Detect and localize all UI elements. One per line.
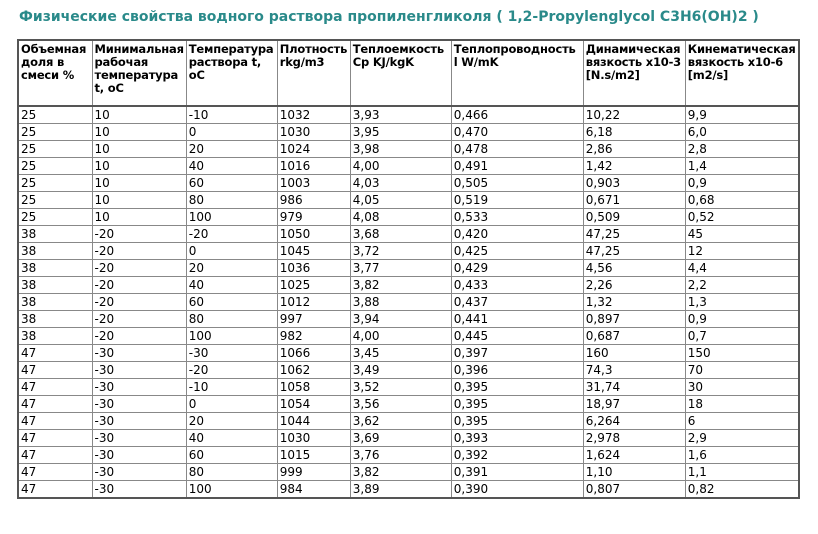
cell-solution-temperature: -10 — [186, 379, 277, 396]
table-row — [18, 124, 799, 141]
cell-heat-capacity: 3,95 — [350, 124, 451, 141]
cell-min-working-temperature: -20 — [92, 311, 186, 328]
cell-min-working-temperature: -20 — [92, 226, 186, 243]
cell-dynamic-viscosity: 2,26 — [583, 277, 685, 294]
cell-volume-fraction: 25 — [18, 192, 92, 209]
cell-density: 1016 — [277, 158, 350, 175]
cell-volume-fraction: 25 — [18, 106, 92, 124]
cell-kinematic-viscosity: 0,52 — [685, 209, 799, 226]
table-row — [18, 226, 799, 243]
cell-volume-fraction: 25 — [18, 209, 92, 226]
cell-min-working-temperature: -30 — [92, 413, 186, 430]
cell-density: 1045 — [277, 243, 350, 260]
cell-heat-capacity: 3,94 — [350, 311, 451, 328]
cell-heat-capacity: 3,56 — [350, 396, 451, 413]
cell-dynamic-viscosity: 160 — [583, 345, 685, 362]
table-row — [18, 294, 799, 311]
cell-dynamic-viscosity: 47,25 — [583, 226, 685, 243]
cell-heat-capacity: 3,82 — [350, 277, 451, 294]
cell-dynamic-viscosity: 0,509 — [583, 209, 685, 226]
cell-min-working-temperature: -30 — [92, 447, 186, 464]
header-density: Плотность rkg/m3 — [277, 40, 350, 106]
cell-dynamic-viscosity: 0,903 — [583, 175, 685, 192]
cell-min-working-temperature: 10 — [92, 124, 186, 141]
header-min-working-temperature: Минимальная рабочая температура t, оС — [92, 40, 186, 106]
table-header-row — [18, 40, 799, 106]
table-row — [18, 106, 799, 124]
cell-kinematic-viscosity: 2,9 — [685, 430, 799, 447]
cell-heat-capacity: 4,05 — [350, 192, 451, 209]
cell-thermal-conductivity: 0,397 — [451, 345, 583, 362]
cell-heat-capacity: 3,45 — [350, 345, 451, 362]
cell-thermal-conductivity: 0,445 — [451, 328, 583, 345]
cell-thermal-conductivity: 0,429 — [451, 260, 583, 277]
cell-heat-capacity: 3,72 — [350, 243, 451, 260]
cell-density: 997 — [277, 311, 350, 328]
table-row — [18, 481, 799, 499]
cell-solution-temperature: 40 — [186, 158, 277, 175]
cell-volume-fraction: 38 — [18, 328, 92, 345]
cell-density: 1062 — [277, 362, 350, 379]
cell-kinematic-viscosity: 4,4 — [685, 260, 799, 277]
cell-volume-fraction: 47 — [18, 447, 92, 464]
header-volume-fraction: Объемная доля в смеси % — [18, 40, 92, 106]
cell-kinematic-viscosity: 1,1 — [685, 464, 799, 481]
cell-min-working-temperature: -20 — [92, 294, 186, 311]
cell-dynamic-viscosity: 1,42 — [583, 158, 685, 175]
cell-solution-temperature: -20 — [186, 362, 277, 379]
cell-min-working-temperature: 10 — [92, 141, 186, 158]
cell-min-working-temperature: -20 — [92, 328, 186, 345]
cell-volume-fraction: 38 — [18, 226, 92, 243]
cell-kinematic-viscosity: 6,0 — [685, 124, 799, 141]
cell-volume-fraction: 38 — [18, 277, 92, 294]
cell-min-working-temperature: -20 — [92, 243, 186, 260]
cell-density: 1015 — [277, 447, 350, 464]
cell-thermal-conductivity: 0,437 — [451, 294, 583, 311]
header-solution-temperature: Температура раствора t, оС — [186, 40, 277, 106]
cell-solution-temperature: 20 — [186, 141, 277, 158]
cell-volume-fraction: 47 — [18, 464, 92, 481]
cell-kinematic-viscosity: 9,9 — [685, 106, 799, 124]
table-row — [18, 209, 799, 226]
table-row — [18, 447, 799, 464]
table-row — [18, 362, 799, 379]
cell-density: 1044 — [277, 413, 350, 430]
header-kinematic-viscosity: Кинематическая вязкость x10-6 [m2/s] — [685, 40, 799, 106]
cell-kinematic-viscosity: 6 — [685, 413, 799, 430]
table-row — [18, 464, 799, 481]
cell-solution-temperature: 60 — [186, 447, 277, 464]
cell-kinematic-viscosity: 1,4 — [685, 158, 799, 175]
cell-heat-capacity: 4,03 — [350, 175, 451, 192]
cell-solution-temperature: -30 — [186, 345, 277, 362]
cell-heat-capacity: 4,08 — [350, 209, 451, 226]
cell-solution-temperature: 80 — [186, 311, 277, 328]
header-dynamic-viscosity: Динамическая вязкость x10-3 [N.s/m2] — [583, 40, 685, 106]
cell-density: 1012 — [277, 294, 350, 311]
properties-table — [17, 39, 800, 499]
cell-thermal-conductivity: 0,519 — [451, 192, 583, 209]
cell-dynamic-viscosity: 31,74 — [583, 379, 685, 396]
cell-solution-temperature: 80 — [186, 192, 277, 209]
cell-kinematic-viscosity: 45 — [685, 226, 799, 243]
cell-density: 1032 — [277, 106, 350, 124]
cell-min-working-temperature: -20 — [92, 277, 186, 294]
cell-volume-fraction: 47 — [18, 430, 92, 447]
cell-heat-capacity: 3,77 — [350, 260, 451, 277]
cell-min-working-temperature: -30 — [92, 481, 186, 499]
cell-kinematic-viscosity: 70 — [685, 362, 799, 379]
cell-kinematic-viscosity: 1,6 — [685, 447, 799, 464]
cell-kinematic-viscosity: 18 — [685, 396, 799, 413]
cell-dynamic-viscosity: 4,56 — [583, 260, 685, 277]
cell-solution-temperature: 40 — [186, 430, 277, 447]
cell-kinematic-viscosity: 1,3 — [685, 294, 799, 311]
cell-solution-temperature: 60 — [186, 175, 277, 192]
cell-heat-capacity: 3,88 — [350, 294, 451, 311]
cell-thermal-conductivity: 0,395 — [451, 413, 583, 430]
cell-thermal-conductivity: 0,390 — [451, 481, 583, 499]
cell-dynamic-viscosity: 10,22 — [583, 106, 685, 124]
cell-volume-fraction: 25 — [18, 158, 92, 175]
cell-volume-fraction: 38 — [18, 294, 92, 311]
cell-solution-temperature: 40 — [186, 277, 277, 294]
cell-density: 1066 — [277, 345, 350, 362]
cell-dynamic-viscosity: 6,264 — [583, 413, 685, 430]
cell-solution-temperature: 20 — [186, 260, 277, 277]
cell-density: 1036 — [277, 260, 350, 277]
cell-thermal-conductivity: 0,420 — [451, 226, 583, 243]
cell-volume-fraction: 47 — [18, 379, 92, 396]
cell-kinematic-viscosity: 2,8 — [685, 141, 799, 158]
table-row — [18, 175, 799, 192]
cell-dynamic-viscosity: 2,86 — [583, 141, 685, 158]
cell-solution-temperature: 100 — [186, 481, 277, 499]
cell-thermal-conductivity: 0,396 — [451, 362, 583, 379]
cell-thermal-conductivity: 0,491 — [451, 158, 583, 175]
cell-min-working-temperature: -30 — [92, 464, 186, 481]
cell-solution-temperature: 80 — [186, 464, 277, 481]
cell-thermal-conductivity: 0,395 — [451, 396, 583, 413]
cell-heat-capacity: 3,76 — [350, 447, 451, 464]
cell-solution-temperature: 0 — [186, 396, 277, 413]
table-row — [18, 243, 799, 260]
table-row — [18, 430, 799, 447]
cell-solution-temperature: 0 — [186, 124, 277, 141]
cell-min-working-temperature: 10 — [92, 106, 186, 124]
cell-kinematic-viscosity: 30 — [685, 379, 799, 396]
cell-thermal-conductivity: 0,425 — [451, 243, 583, 260]
table-row — [18, 277, 799, 294]
cell-kinematic-viscosity: 12 — [685, 243, 799, 260]
cell-thermal-conductivity: 0,391 — [451, 464, 583, 481]
cell-heat-capacity: 3,49 — [350, 362, 451, 379]
cell-heat-capacity: 3,62 — [350, 413, 451, 430]
cell-density: 986 — [277, 192, 350, 209]
cell-density: 1024 — [277, 141, 350, 158]
cell-heat-capacity: 4,00 — [350, 158, 451, 175]
table-row — [18, 328, 799, 345]
table-row — [18, 158, 799, 175]
cell-heat-capacity: 3,93 — [350, 106, 451, 124]
cell-solution-temperature: 20 — [186, 413, 277, 430]
cell-thermal-conductivity: 0,470 — [451, 124, 583, 141]
cell-density: 1030 — [277, 124, 350, 141]
cell-kinematic-viscosity: 0,68 — [685, 192, 799, 209]
cell-solution-temperature: 100 — [186, 328, 277, 345]
cell-solution-temperature: 60 — [186, 294, 277, 311]
table-row — [18, 311, 799, 328]
cell-min-working-temperature: -20 — [92, 260, 186, 277]
cell-thermal-conductivity: 0,533 — [451, 209, 583, 226]
cell-density: 1054 — [277, 396, 350, 413]
cell-volume-fraction: 25 — [18, 175, 92, 192]
cell-density: 999 — [277, 464, 350, 481]
cell-volume-fraction: 25 — [18, 124, 92, 141]
cell-min-working-temperature: 10 — [92, 192, 186, 209]
cell-min-working-temperature: -30 — [92, 379, 186, 396]
cell-dynamic-viscosity: 0,671 — [583, 192, 685, 209]
cell-density: 982 — [277, 328, 350, 345]
cell-dynamic-viscosity: 6,18 — [583, 124, 685, 141]
cell-kinematic-viscosity: 0,82 — [685, 481, 799, 499]
cell-dynamic-viscosity: 1,10 — [583, 464, 685, 481]
cell-density: 1003 — [277, 175, 350, 192]
cell-heat-capacity: 3,69 — [350, 430, 451, 447]
cell-volume-fraction: 47 — [18, 413, 92, 430]
cell-volume-fraction: 38 — [18, 243, 92, 260]
cell-density: 1058 — [277, 379, 350, 396]
cell-dynamic-viscosity: 1,624 — [583, 447, 685, 464]
cell-volume-fraction: 38 — [18, 311, 92, 328]
cell-volume-fraction: 47 — [18, 481, 92, 499]
cell-density: 1030 — [277, 430, 350, 447]
cell-min-working-temperature: -30 — [92, 430, 186, 447]
page-title: Физические свойства водного раствора пропиленгликоля ( 1,2-Propylenglycol C3H6(OH)2 ) — [19, 9, 759, 25]
cell-kinematic-viscosity: 150 — [685, 345, 799, 362]
cell-kinematic-viscosity: 0,9 — [685, 311, 799, 328]
table-row — [18, 379, 799, 396]
table-row — [18, 345, 799, 362]
cell-min-working-temperature: -30 — [92, 345, 186, 362]
table-row — [18, 396, 799, 413]
cell-heat-capacity: 3,52 — [350, 379, 451, 396]
cell-solution-temperature: 0 — [186, 243, 277, 260]
cell-dynamic-viscosity: 18,97 — [583, 396, 685, 413]
cell-min-working-temperature: 10 — [92, 158, 186, 175]
cell-thermal-conductivity: 0,505 — [451, 175, 583, 192]
table-body — [18, 106, 799, 498]
cell-dynamic-viscosity: 0,807 — [583, 481, 685, 499]
table-row — [18, 192, 799, 209]
cell-solution-temperature: 100 — [186, 209, 277, 226]
cell-volume-fraction: 47 — [18, 362, 92, 379]
header-thermal-conductivity: Теплопроводность l W/mK — [451, 40, 583, 106]
cell-heat-capacity: 3,89 — [350, 481, 451, 499]
cell-heat-capacity: 3,68 — [350, 226, 451, 243]
cell-thermal-conductivity: 0,395 — [451, 379, 583, 396]
cell-min-working-temperature: 10 — [92, 209, 186, 226]
cell-dynamic-viscosity: 1,32 — [583, 294, 685, 311]
cell-density: 984 — [277, 481, 350, 499]
cell-kinematic-viscosity: 0,7 — [685, 328, 799, 345]
cell-density: 1050 — [277, 226, 350, 243]
cell-thermal-conductivity: 0,393 — [451, 430, 583, 447]
cell-density: 979 — [277, 209, 350, 226]
cell-volume-fraction: 47 — [18, 396, 92, 413]
cell-thermal-conductivity: 0,433 — [451, 277, 583, 294]
cell-thermal-conductivity: 0,392 — [451, 447, 583, 464]
cell-heat-capacity: 3,98 — [350, 141, 451, 158]
table-row — [18, 141, 799, 158]
cell-volume-fraction: 25 — [18, 141, 92, 158]
cell-heat-capacity: 4,00 — [350, 328, 451, 345]
cell-min-working-temperature: -30 — [92, 362, 186, 379]
cell-min-working-temperature: -30 — [92, 396, 186, 413]
cell-dynamic-viscosity: 74,3 — [583, 362, 685, 379]
cell-volume-fraction: 38 — [18, 260, 92, 277]
cell-kinematic-viscosity: 0,9 — [685, 175, 799, 192]
cell-kinematic-viscosity: 2,2 — [685, 277, 799, 294]
header-heat-capacity: Теплоемкость Cp KJ/kgK — [350, 40, 451, 106]
table-row — [18, 260, 799, 277]
cell-thermal-conductivity: 0,441 — [451, 311, 583, 328]
table-row — [18, 413, 799, 430]
cell-dynamic-viscosity: 47,25 — [583, 243, 685, 260]
cell-density: 1025 — [277, 277, 350, 294]
cell-dynamic-viscosity: 0,687 — [583, 328, 685, 345]
cell-thermal-conductivity: 0,478 — [451, 141, 583, 158]
cell-heat-capacity: 3,82 — [350, 464, 451, 481]
cell-dynamic-viscosity: 0,897 — [583, 311, 685, 328]
cell-dynamic-viscosity: 2,978 — [583, 430, 685, 447]
cell-solution-temperature: -10 — [186, 106, 277, 124]
cell-volume-fraction: 47 — [18, 345, 92, 362]
cell-thermal-conductivity: 0,466 — [451, 106, 583, 124]
cell-solution-temperature: -20 — [186, 226, 277, 243]
cell-min-working-temperature: 10 — [92, 175, 186, 192]
